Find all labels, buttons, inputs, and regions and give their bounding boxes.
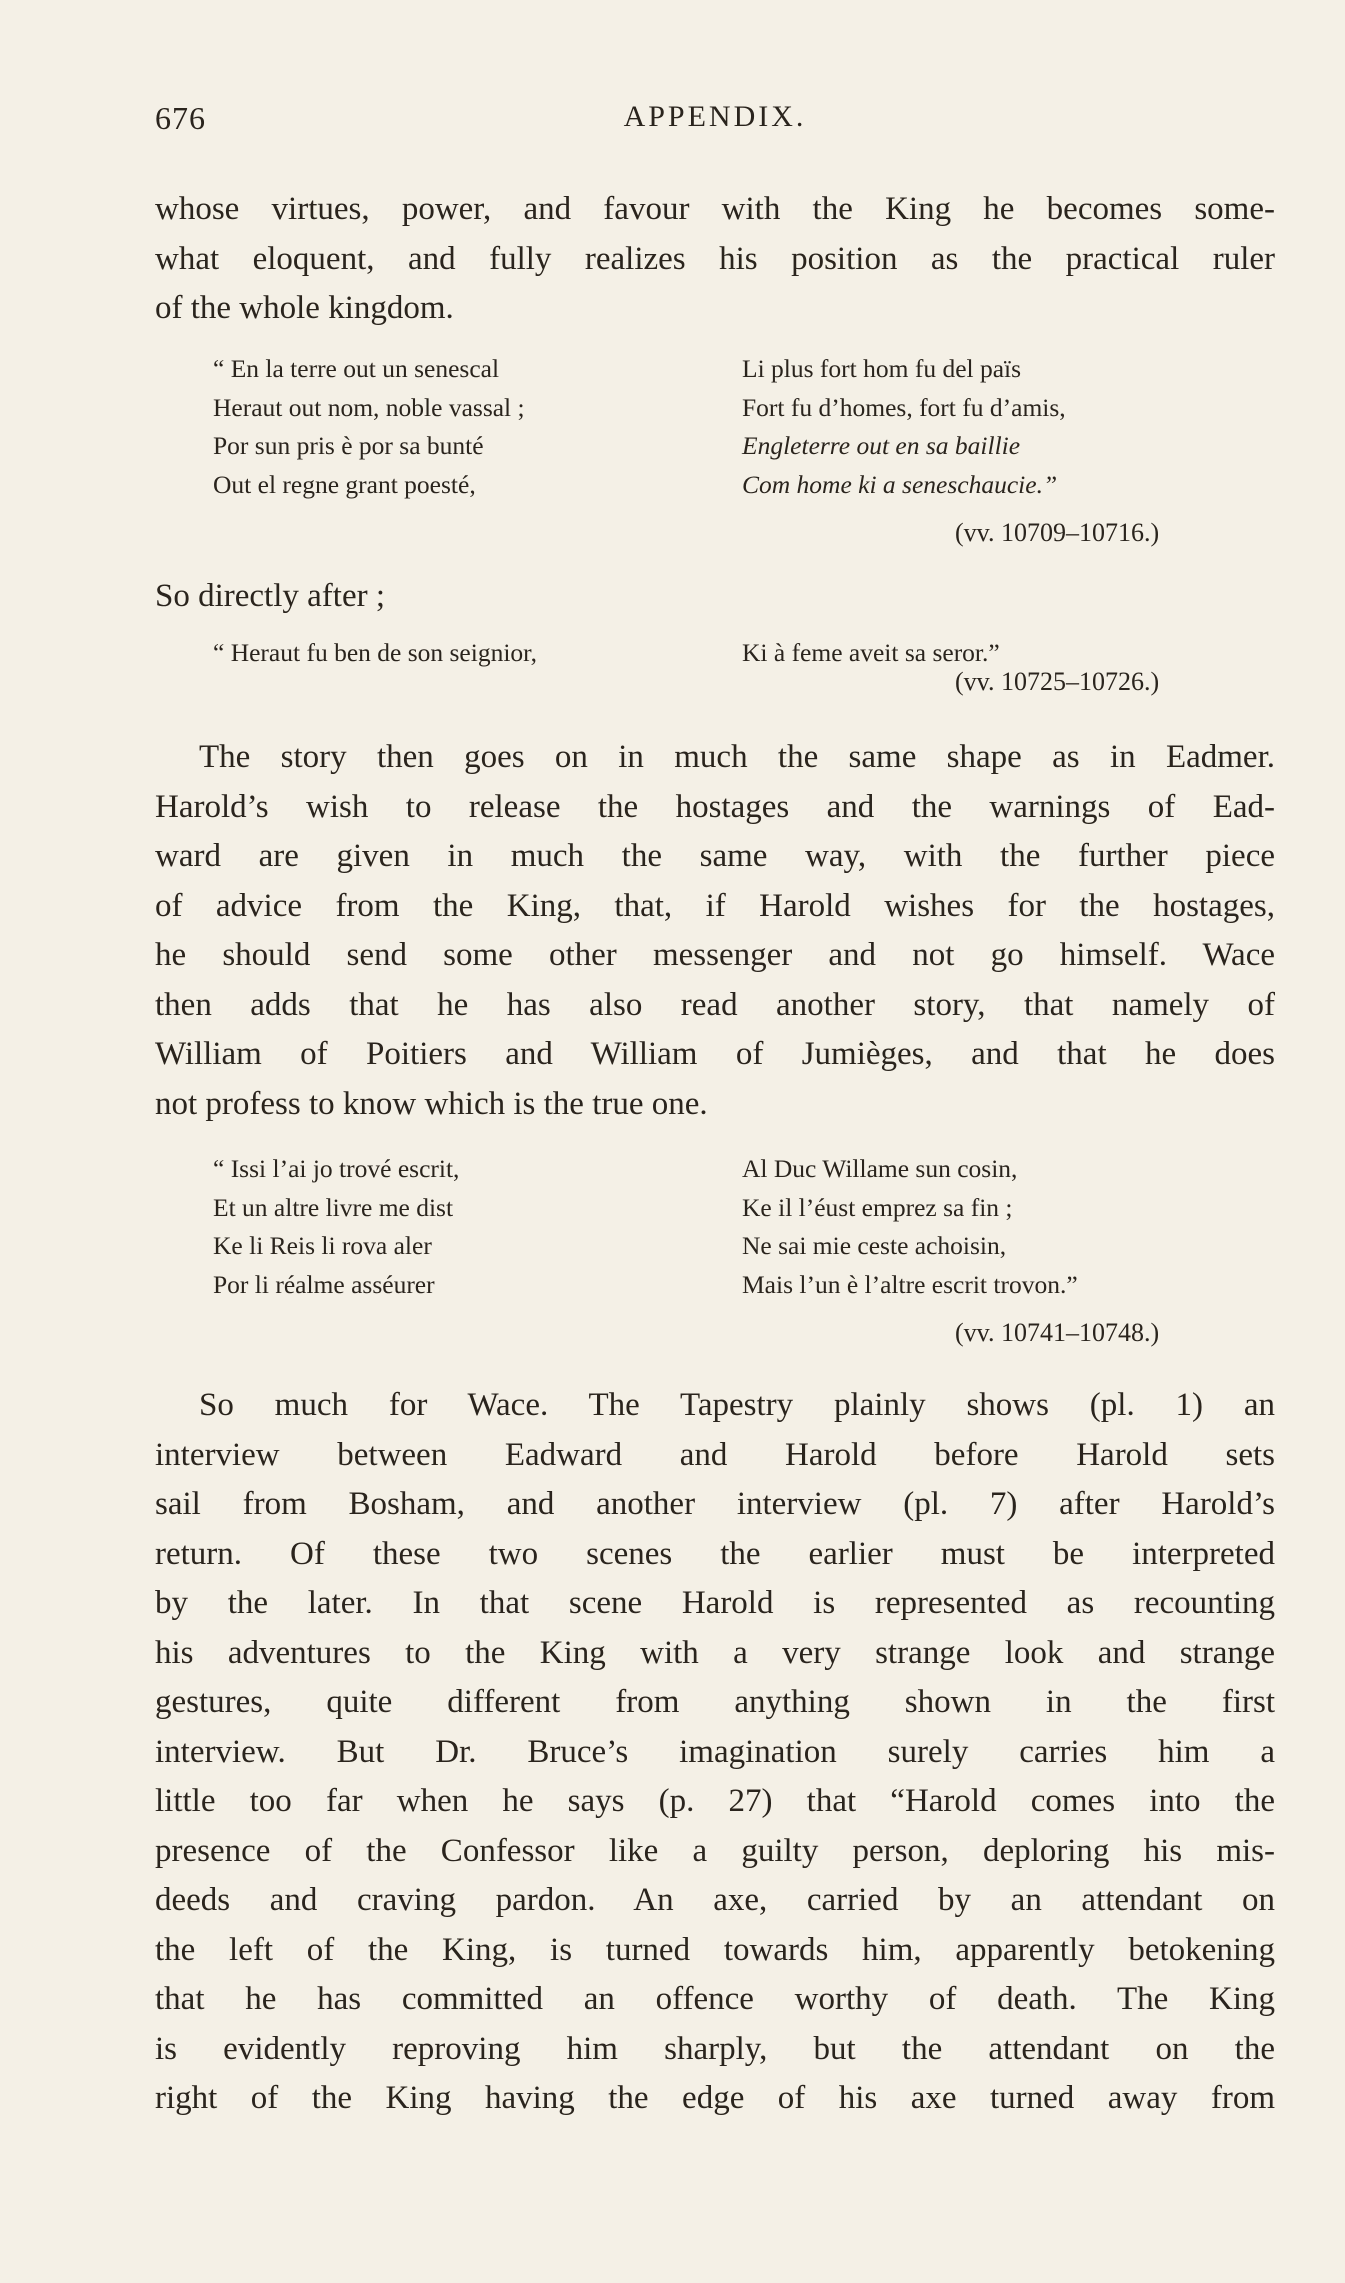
verse-line: Ke li Reis li rova aler xyxy=(213,1231,432,1260)
running-title: APPENDIX. xyxy=(623,100,807,133)
text-line: of the whole kingdom. xyxy=(155,290,454,326)
text-line: he should send some other messenger and not go himself. Wace xyxy=(155,937,1275,973)
text-line: presence of the Confessor like a guilty person, deploring his mis- xyxy=(155,1832,1275,1869)
verse-line: “ En la terre out un senescal xyxy=(213,354,500,383)
text-line: the left of the King, is turned towards him, apparently betokening xyxy=(155,1931,1275,1968)
verse-line: Com home ki a seneschaucie.” xyxy=(742,469,1058,499)
verse-line: Mais l’un è l’altre escrit trovon.” xyxy=(742,1269,1078,1299)
text-line: William of Poitiers and William of Jumièges, and that he does xyxy=(155,1036,1275,1072)
verse-3-right-column xyxy=(742,1150,1078,1304)
verse-line: Engleterre out en sa baillie xyxy=(742,431,1021,460)
verse-1-right-column xyxy=(742,350,1066,504)
verse-line: Ke il l’éust emprez sa fin ; xyxy=(742,1192,1013,1222)
verse-line: Ki à feme aveit sa seror.” xyxy=(742,638,1000,667)
verse-2-citation: (vv. 10725–10726.) xyxy=(955,667,1160,696)
text-line: So much for Wace. The Tapestry plainly shows (pl. 1) an xyxy=(199,1387,1275,1423)
text-line: little too far when he says (p. 27) that “Harold comes into the xyxy=(155,1783,1275,1819)
verse-line: Heraut out nom, noble vassal ; xyxy=(213,392,525,422)
text-line: is evidently reproving him sharply, but the attendant on the xyxy=(155,2030,1275,2067)
text-line: deeds and craving pardon. An axe, carried by an attendant on xyxy=(155,1882,1275,1918)
text-line: Harold’s wish to release the hostages and the warnings of Ead- xyxy=(155,788,1275,825)
text-line: his adventures to the King with a very strange look and strange xyxy=(155,1634,1275,1671)
text-line: what eloquent, and fully realizes his position as the practical ruler xyxy=(155,240,1275,277)
text-line: return. Of these two scenes the earlier must be interpreted xyxy=(155,1535,1275,1572)
paragraph-3 xyxy=(155,1381,1275,2124)
page-number: 676 xyxy=(155,100,206,136)
text-line: then adds that he has also read another story, that namely of xyxy=(155,986,1275,1023)
verse-line: Fort fu d’homes, fort fu d’amis, xyxy=(742,392,1066,422)
text-line: that he has committed an offence worthy of death. The King xyxy=(155,1981,1275,2017)
verse-2-left-column xyxy=(213,634,537,673)
page-header xyxy=(155,100,1275,140)
verse-line: Et un altre livre me dist xyxy=(213,1192,454,1222)
verse-3-citation: (vv. 10741–10748.) xyxy=(955,1318,1160,1347)
text-line: whose virtues, power, and favour with the King he becomes some- xyxy=(155,191,1275,227)
text-line: interview between Eadward and Harold before Harold sets xyxy=(155,1436,1275,1473)
opening-paragraph xyxy=(155,185,1275,334)
verse-line: “ Heraut fu ben de son seignior, xyxy=(213,638,538,667)
verse-line: “ Issi l’ai jo trové escrit, xyxy=(213,1154,460,1183)
text-line: The story then goes on in much the same shape as in Eadmer. xyxy=(199,739,1275,775)
verse-line: Por sun pris è por sa bunté xyxy=(213,431,484,460)
text-line: interview. But Dr. Bruce’s imagination surely carries him a xyxy=(155,1733,1275,1770)
verse-line: Li plus fort hom fu del païs xyxy=(742,354,1022,383)
verse-line: Por li réalme asséurer xyxy=(213,1269,435,1299)
text-line: right of the King having the edge of his axe turned away from xyxy=(155,2080,1275,2116)
text-line: not profess to know which is the true one. xyxy=(155,1085,708,1122)
verse-1-citation: (vv. 10709–10716.) xyxy=(955,518,1160,547)
verse-3-left-column xyxy=(213,1150,459,1304)
verse-1-left-column xyxy=(213,350,525,504)
verse-line: Al Duc Willame sun cosin, xyxy=(742,1154,1018,1183)
text-line: sail from Bosham, and another interview (pl. 7) after Harold’s xyxy=(155,1486,1275,1522)
text-line: gestures, quite different from anything shown in the first xyxy=(155,1684,1275,1720)
paragraph-2 xyxy=(155,733,1275,1129)
text-line: ward are given in much the same way, with the further piece xyxy=(155,838,1275,874)
verse-line: Ne sai mie ceste achoisin, xyxy=(742,1231,1007,1260)
text-line: of advice from the King, that, if Harold wishes for the hostages, xyxy=(155,887,1275,924)
so-directly-line xyxy=(155,572,1275,622)
text-line: by the later. In that scene Harold is represented as recounting xyxy=(155,1585,1275,1621)
verse-line: Out el regne grant poesté, xyxy=(213,469,476,499)
text-line: So directly after ; xyxy=(155,578,386,614)
